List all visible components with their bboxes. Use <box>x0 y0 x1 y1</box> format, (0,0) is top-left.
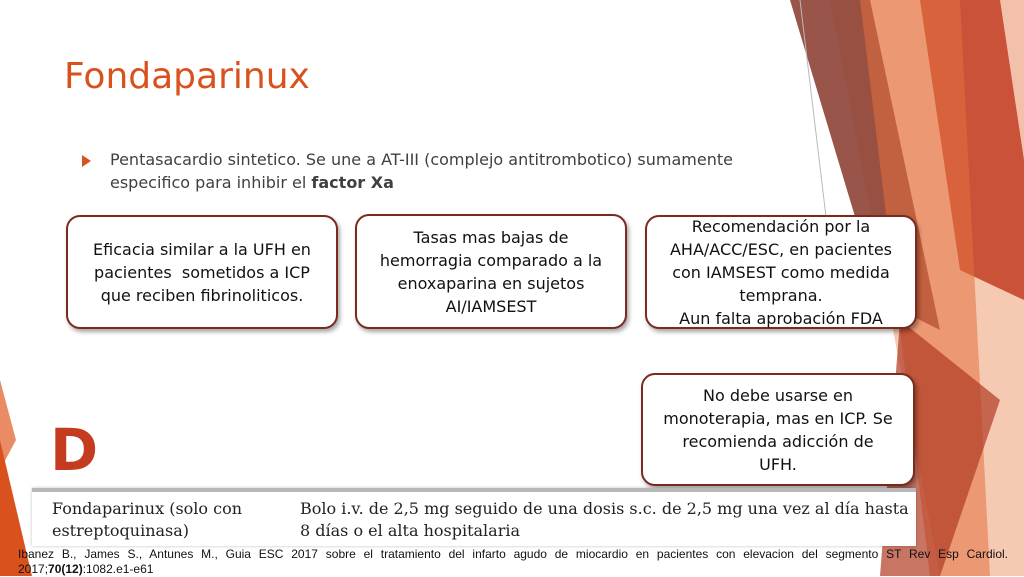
bullet-text-bold: factor Xa <box>311 173 394 192</box>
box-line: que reciben fibrinoliticos. <box>100 285 304 305</box>
box-line: recomienda adicción de <box>682 431 874 451</box>
box-line: hemorragia comparado a la <box>379 250 603 270</box>
box-line: Eficacia similar a la UFH en <box>93 239 311 259</box>
box-line: Aun falta aprobación FDA <box>679 308 883 328</box>
bullet-arrow-icon <box>82 155 91 167</box>
info-box-bleeding <box>355 214 627 329</box>
box-line: monoterapia, mas en ICP. Se <box>663 408 893 428</box>
box-line: enoxaparina en sujetos <box>397 273 585 293</box>
table-drug-cell: Fondaparinux (solo con estreptoquinasa) <box>52 499 243 540</box>
box-line: pacientes sometidos a ICP <box>94 262 310 282</box>
info-box-efficacy <box>66 215 338 329</box>
box-line: UFH. <box>759 454 797 474</box>
box-line: AHA/ACC/ESC, en pacientes <box>669 239 893 259</box>
bullet-text-plain: Pentasacardio sintetico. Se une a AT-III (complejo antitrombotico) sumamente especifico para inhibir el <box>110 150 733 192</box>
box-line: Tasas mas bajas de <box>413 227 569 247</box>
citation-volume: 70(12) <box>48 562 83 576</box>
box-line: Recomendación por la <box>691 216 871 236</box>
slide-title: Fondaparinux <box>64 56 310 97</box>
citation-main: Ibanez B., James S., Antunes M., Guia ESC 2017 sobre el tratamiento del infarto agudo de miocardio en pacientes con elevacion del segmento ST Rev Esp Cardiol. 2017; <box>18 547 1008 576</box>
bullet-item <box>82 148 802 194</box>
info-box-recommendation <box>645 215 917 329</box>
box-line: temprana. <box>739 285 823 305</box>
box-line: con IAMSEST como medida <box>672 262 890 282</box>
bullet-text <box>110 148 802 194</box>
table-dose-cell: Bolo i.v. de 2,5 mg seguido de una dosis s.c. de 2,5 mg una vez al día hasta 8 días o el alta hospitalaria <box>300 499 909 540</box>
info-box-monotherapy <box>641 373 915 486</box>
citation-pages: :1082.e1-e61 <box>82 562 154 576</box>
grade-letter: D <box>50 416 99 484</box>
box-line: No debe usarse en <box>702 385 854 405</box>
reference-citation <box>18 547 1008 577</box>
dosage-table <box>32 488 916 546</box>
box-line: AI/IAMSEST <box>445 296 537 316</box>
